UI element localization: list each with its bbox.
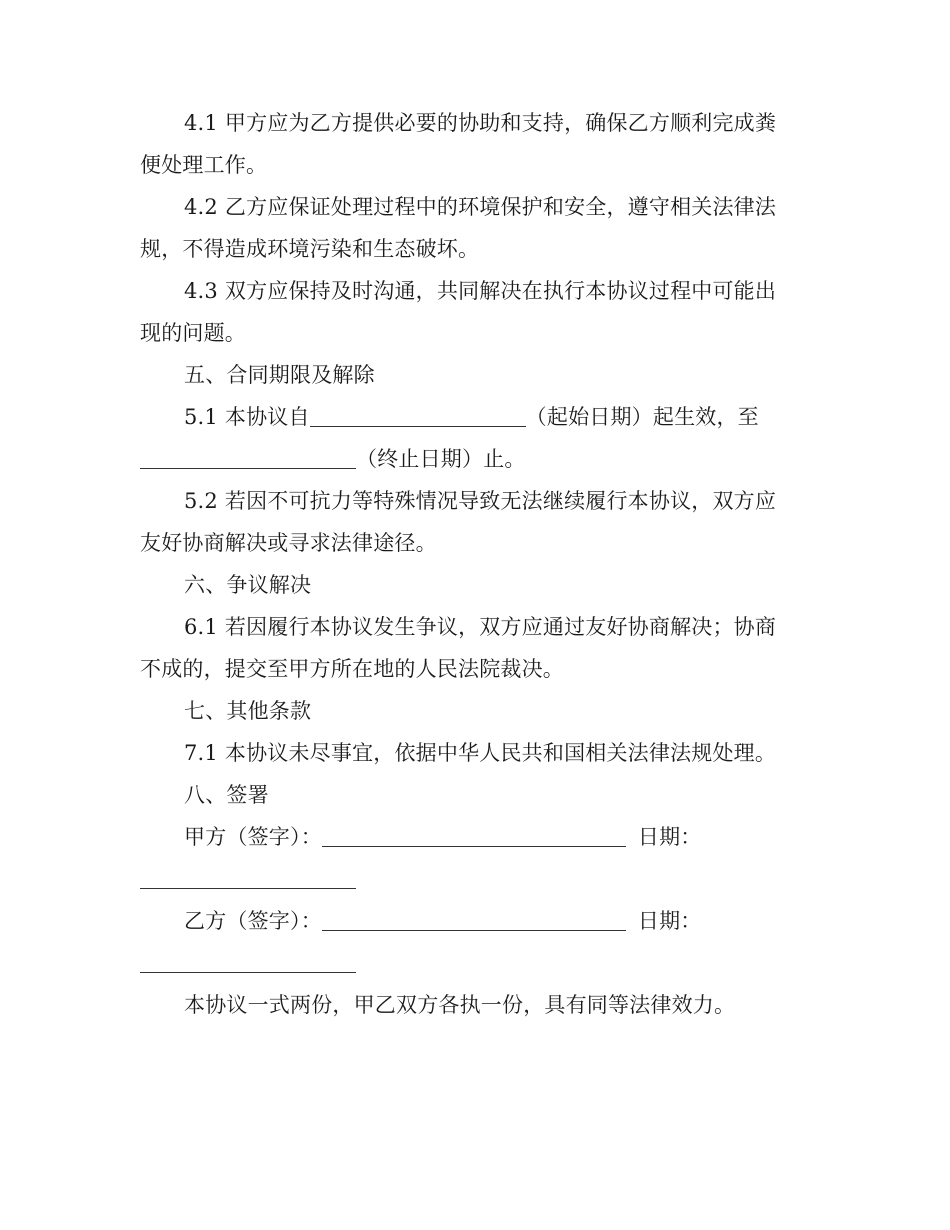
start-date-label: （起始日期）起生效，至 <box>525 405 759 429</box>
end-date-label: （终止日期）止。 <box>356 447 526 471</box>
clause-4-2-line-1: 4.2 乙方应保证处理过程中的环境保护和安全，遵守相关法律法 <box>184 195 777 219</box>
clause-4-2-line-2: 规，不得造成环境污染和生态破坏。 <box>140 237 480 261</box>
party-a-label: 甲方（签字）： <box>184 825 322 849</box>
party-b-date-row <box>140 942 794 984</box>
clause-5-1-prefix: 5.1 本协议自 <box>184 405 310 429</box>
section-8-heading: 八、签署 <box>184 783 269 807</box>
clause-4-1-line-1: 4.1 甲方应为乙方提供必要的协助和支持，确保乙方顺利完成粪 <box>184 111 777 135</box>
clause-5-1-line-1 <box>140 396 794 438</box>
clause-6-1-line-2: 不成的，提交至甲方所在地的人民法院裁决。 <box>140 657 564 681</box>
clause-4-3-line-1: 4.3 双方应保持及时沟通，共同解决在执行本协议过程中可能出 <box>184 279 777 303</box>
clause-7-1: 7.1 本协议未尽事宜，依据中华人民共和国相关法律法规处理。 <box>184 741 777 765</box>
start-date-blank[interactable] <box>310 405 526 427</box>
clause-5-2-line-2: 友好协商解决或寻求法律途径。 <box>140 531 437 555</box>
end-date-blank[interactable] <box>140 447 356 469</box>
contract-page <box>140 102 794 1026</box>
section-5-heading: 五、合同期限及解除 <box>184 363 375 387</box>
clause-6-1-line-1: 6.1 若因履行本协议发生争议，双方应通过友好协商解决；协商 <box>184 615 777 639</box>
clause-5-1-line-2 <box>140 438 794 480</box>
party-b-label: 乙方（签字）： <box>184 909 322 933</box>
clause-4-1-line-2: 便处理工作。 <box>140 153 268 177</box>
party-b-signature-blank[interactable] <box>322 909 626 931</box>
party-b-date-blank[interactable] <box>140 951 356 973</box>
party-a-date-blank[interactable] <box>140 867 356 889</box>
section-6-heading: 六、争议解决 <box>184 573 312 597</box>
clause-5-2-line-1: 5.2 若因不可抗力等特殊情况导致无法继续履行本协议，双方应 <box>184 489 777 513</box>
closing-statement: 本协议一式两份，甲乙双方各执一份，具有同等法律效力。 <box>184 993 736 1017</box>
party-a-date-row <box>140 858 794 900</box>
party-a-signature-blank[interactable] <box>322 825 626 847</box>
party-a-date-label: 日期： <box>637 825 702 849</box>
party-b-date-label: 日期： <box>637 909 702 933</box>
clause-4-3-line-2: 现的问题。 <box>140 321 246 345</box>
section-7-heading: 七、其他条款 <box>184 699 312 723</box>
party-a-signature-row <box>140 816 794 858</box>
party-b-signature-row <box>140 900 794 942</box>
